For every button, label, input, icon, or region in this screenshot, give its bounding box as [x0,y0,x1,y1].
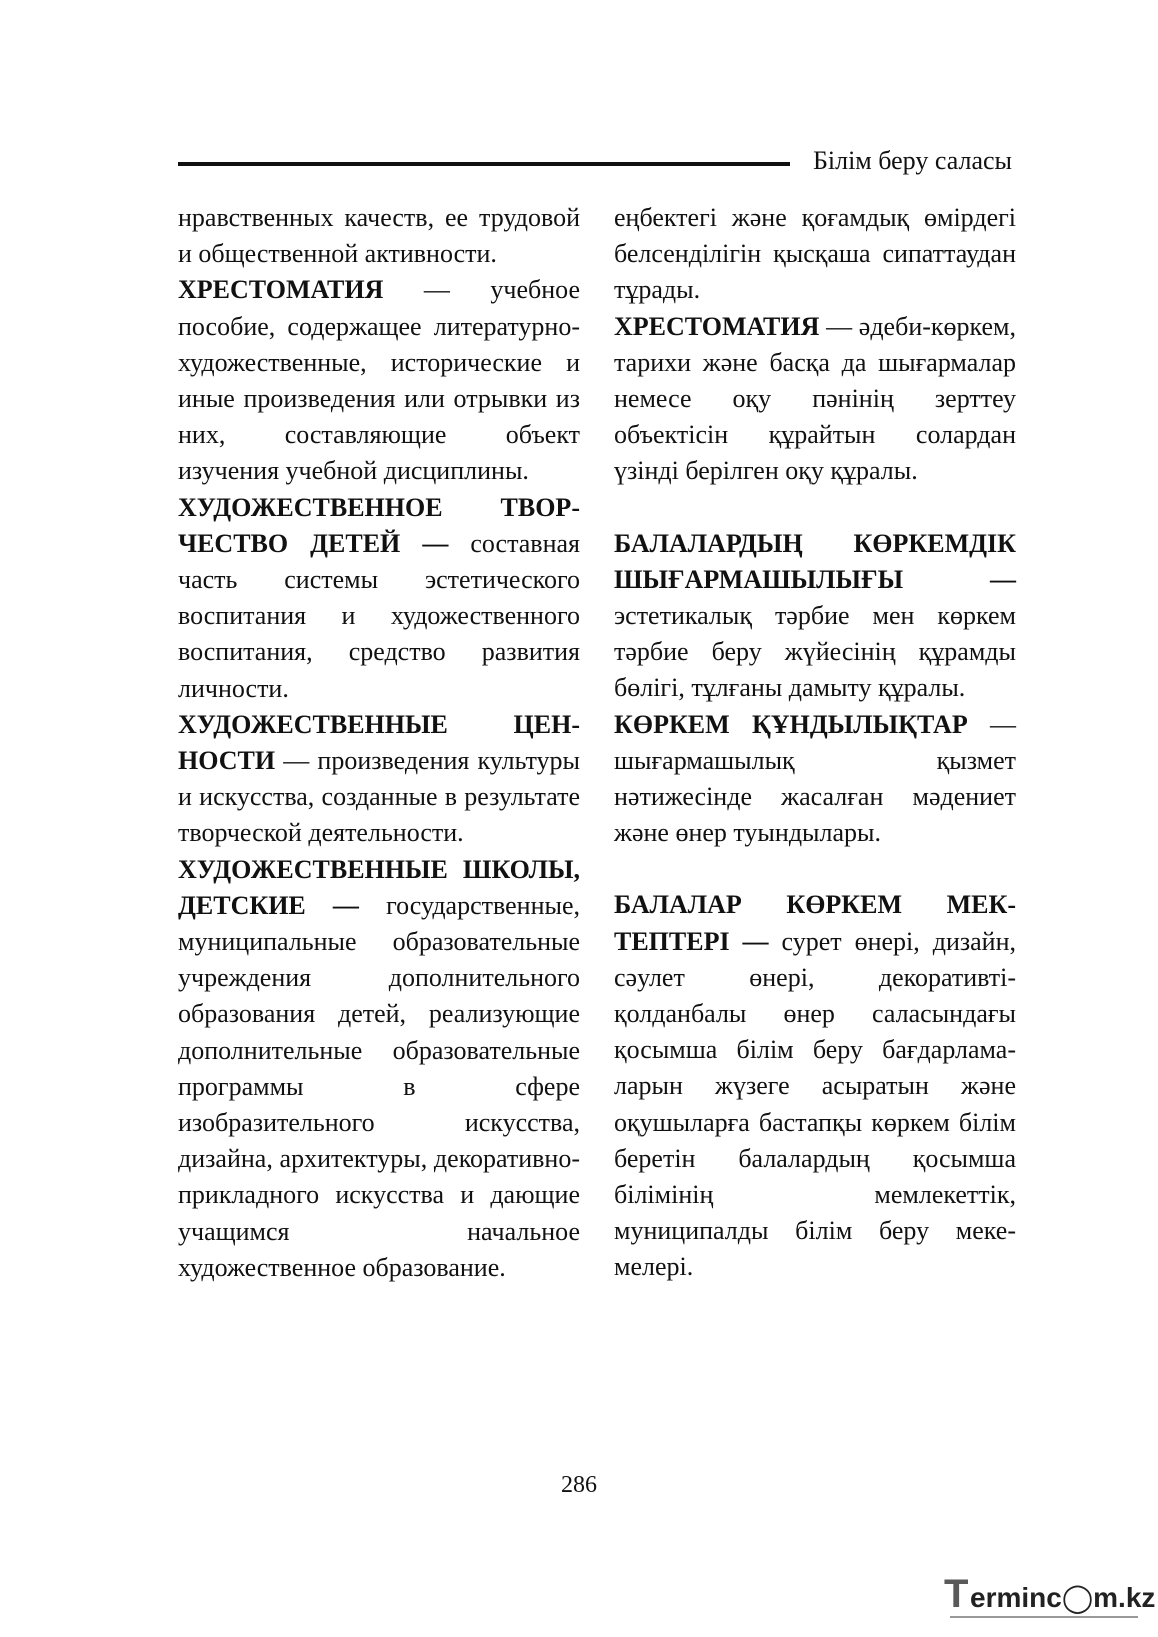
entry-balalardyn-korkemdik [614,526,1016,707]
entry-term: ХУДОЖЕСТВЕННЫЕ ШКОЛЫ, ДЕТСКИЕ — [178,854,580,920]
entry-term: БАЛАЛАР КӨРКЕМ МЕКТЕПТЕРІ — [614,890,1016,956]
entry-term: ХУДОЖЕСТВЕННЫЕ ЦЕННОСТИ [178,709,580,776]
entry-continuation [614,200,1016,309]
entry-text: сурет өнері, дизайн, сәулет өнері, декоративті-қолданбалы өнер саласындағы қосымша білім беру бағдарламаларын жүзеге асыратын және оқушыларға бастапқы көркем білім беретін балалардың қосымша білімінің мемлекеттік, муниципалды білім беру мекемелері. [614,926,1017,1282]
entry-term: ХРЕСТОМАТИЯ [614,311,820,341]
logo-underline [950,1616,1138,1618]
entry-text: эстетикалық тәрбие мен көркем тәрбие беру жүйесінің құрамды бөлігі, тұлғаны дамыту құралы. [614,601,1016,703]
termincom-logo [944,1570,1156,1622]
entry-text: еңбектегі және қоғамдық өмірдегі белсенділігін қысқаша сипаттаудан тұрады. [614,203,1016,305]
entry-term: ХРЕСТОМАТИЯ [178,275,384,305]
entry-text: — шығармашылық қызмет нәтижесінде жасалған мәдениет және өнер туындылары. [614,709,1016,848]
entry-text: нравственных качеств, ее трудовой и общественной активности. [178,203,580,269]
logo-letter: T [944,1572,969,1616]
entry-khrestomatiya-ru [178,272,580,489]
entry-khrestomatiya-kz [614,309,1016,490]
entry-text: — учебное пособие, содержащее литературно-художественные, исторические и иные произведения или отрывки из них, составляющие объект изучения учебной дисциплины. [178,275,580,486]
header-title: Білім беру саласы [812,146,1012,175]
entry-khud-tsennosti [178,707,580,852]
left-column [178,200,580,1286]
entry-khud-shkoly [178,852,580,1286]
entry-balalar-korkem-mektepteri [614,887,1016,1285]
entry-continuation [178,200,580,272]
entry-term: БАЛАЛАРДЫҢ КӨРКЕМДІК ШЫҒАРМАШЫЛЫҒЫ — [614,528,1016,594]
entry-text: государственные, муниципальные образовательные учреждения дополнительного образования детей, реализующие дополнительные образовательные программы в сфере изобразительного искусства, дизайна, архитектуры, декоративно-прикладного искусства и дающие учащимся начальное художественное образование. [178,890,580,1282]
entry-text: — произведения культуры и искусства, созданные в результате творческой деятельности. [178,746,580,848]
entry-term: КӨРКЕМ ҚҰНДЫЛЫҚТАР [614,709,968,739]
entry-text: — әдеби-көркем, тарихи және басқа да шығармалар немесе оқу пәнінің зерттеу объектісін құрайтын солардан үзінді берілген оқу құралы. [614,311,1016,486]
logo-text: erminc◯m.kz [970,1582,1156,1613]
running-header [178,144,1012,184]
entry-korkem-kundylyktar [614,707,1016,852]
entry-text: составная часть системы эстетического воспитания и художественного воспитания, средство развития личности. [178,528,581,703]
entry-khud-tvorchestvo [178,490,580,707]
header-rule [178,162,790,166]
entry-term: ХУДОЖЕСТВЕННОЕ ТВОРЧЕСТВО ДЕТЕЙ — [178,492,580,558]
page-number: 286 [561,1472,597,1498]
right-column [614,200,1016,1286]
